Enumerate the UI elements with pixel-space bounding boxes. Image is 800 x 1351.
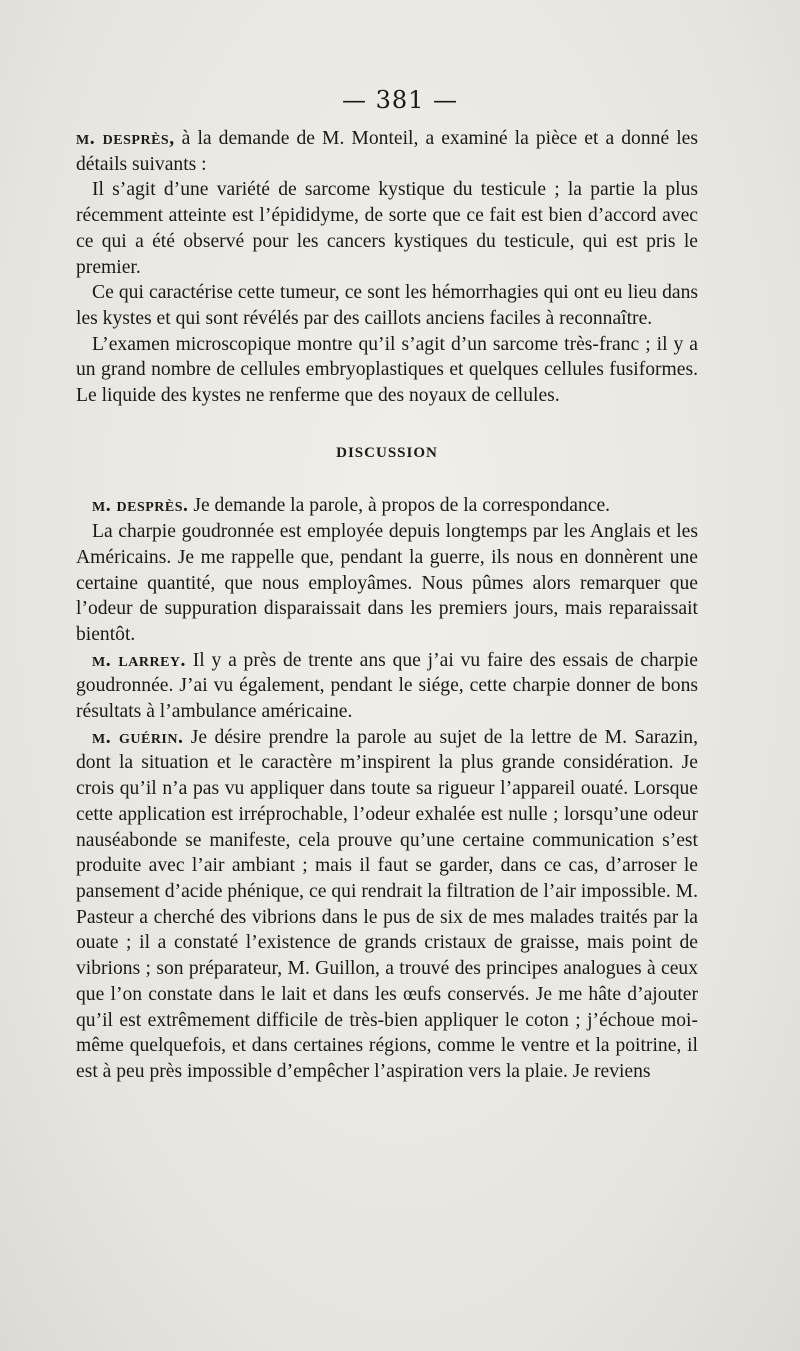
speaker-name: m. larrey. <box>92 649 186 671</box>
paragraph-tumeur: Ce qui caractérise cette tumeur, ce sont les hémorrhagies qui ont eu lieu dans les kystes et qui sont révélés par des caillots anciens faciles à reconnaître. <box>76 282 698 329</box>
speaker-name: m. desprès. <box>92 495 189 517</box>
paragraph-sarcome: Il s’agit d’une variété de sarcome kystique du testicule ; la partie la plus récemment atteinte est l’épididyme, de sorte que ce fait est bien d’accord avec ce qui a été observé pour les cancers kystiques du testicule, qui est pris le premier. <box>76 179 698 278</box>
section-heading: DISCUSSION <box>336 444 438 461</box>
paragraph-text: Il y a près de trente ans que j’ai vu faire des essais de charpie goudronnée. J’ai vu également, pendant le siége, cette charpie donner de bons résultats à l’ambulance américaine. <box>76 649 698 723</box>
page-number: — 381 — <box>341 86 459 114</box>
page-body <box>76 126 698 1085</box>
paragraph-larrey <box>76 648 698 725</box>
paragraph-text: Je demande la parole, à propos de la correspondance. <box>188 495 611 517</box>
paragraph-text: à la demande de M. Monteil, a examiné la pièce et a donné les détails suivants : <box>76 128 698 175</box>
paragraph-guerin <box>76 725 698 1085</box>
paragraph-charpie: La charpie goudronnée est employée depuis longtemps par les Anglais et les Américains. Je me rappelle que, pendant la guerre, ils nous en donnèrent une certaine quantité, que nous employâmes. Nous pûmes alors remarquer que l’odeur de suppuration disparaissait dans les premiers jours, mais reparaissait bientôt. <box>76 521 698 645</box>
paragraph-text: Je désire prendre la parole au sujet de la lettre de M. Sarazin, dont la situation et le caractère m’inspirent la plus grande considération. Je crois qu’il n’a pas vu appliquer dans toute sa rigueur l’appareil ouaté. Lorsque cette application est irréprochable, l’odeur exhalée est nulle ; lorsqu’une odeur nauséabonde se manifeste, cela prouve qu’une certaine communication s’est produite avec l’air ambiant ; mais il faut se garder, dans ce cas, d’arroser le pansement d’acide phénique, ce qui rendrait la filtration de l’air impossible. M. Pasteur a cherché des vibrions dans le pus de six de mes malades traités par la ouate ; il a constaté l’existence de grands cristaux de graisse, mais point de vibrions ; son préparateur, M. Guillon, a trouvé des principes analogues à ceux que l’on constate dans le lait et dans les œufs conservés. Je me hâte d’ajouter qu’il est extrêmement difficile de très-bien appliquer le coton ; j’échoue moi-même quelquefois, et dans certaines régions, comme le ventre et la poitrine, il est à peu près impossible d’empêcher l’aspiration vers la plaie. Je reviens <box>76 726 698 1082</box>
paragraph-examen: L’examen microscopique montre qu’il s’agit d’un sarcome très-franc ; il y a un grand nombre de cellules embryoplastiques et quelques cellules fusiformes. Le liquide des kystes ne renferme que des noyaux de cellules. <box>76 333 698 407</box>
paragraph-despres-discussion <box>76 493 698 519</box>
paragraph-despres-report <box>76 126 698 177</box>
speaker-name: m. guérin. <box>92 726 184 748</box>
speaker-name: m. desprès, <box>76 128 175 149</box>
